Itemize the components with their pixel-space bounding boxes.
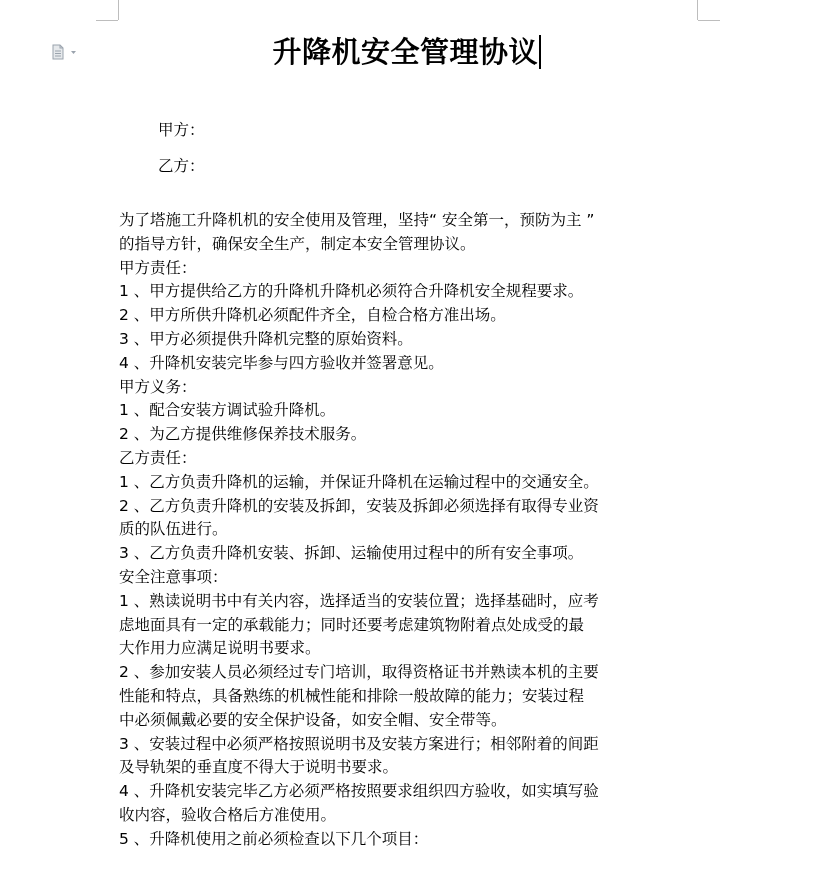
body-line: 2 、参加安装人员必须经过专门培训，取得资格证书并熟读本机的主要 bbox=[119, 663, 599, 682]
text-cursor bbox=[539, 35, 541, 69]
body-line: 3 、甲方必须提供升降机完整的原始资料。 bbox=[119, 329, 413, 348]
body-line: 甲方责任： bbox=[119, 258, 197, 277]
crop-mark-top-left-horizontal bbox=[96, 20, 118, 21]
body-line: 大作用力应满足说明书要求。 bbox=[119, 639, 321, 658]
body-line: 1 、熟读说明书中有关内容，选择适当的安装位置；选择基础时，应考 bbox=[119, 591, 599, 610]
body-line: 收内容，验收合格后方准使用。 bbox=[119, 805, 337, 824]
body-line: 乙方责任： bbox=[119, 448, 197, 467]
body-line: 1 、配合安装方调试验升降机。 bbox=[119, 401, 336, 420]
body-line: 中必须佩戴必要的安全保护设备，如安全帽、安全带等。 bbox=[119, 710, 507, 729]
body-line: 2 、乙方负责升降机的安装及拆卸，安装及拆卸必须选择有取得专业资 bbox=[119, 496, 599, 515]
body-line: 2 、甲方所供升降机必须配件齐全，自检合格方准出场。 bbox=[119, 306, 506, 325]
body-line: 性能和特点，具备熟练的机械性能和排除一般故障的能力；安装过程 bbox=[119, 686, 585, 705]
body-line: 1 、乙方负责升降机的运输，并保证升降机在运输过程中的交通安全。 bbox=[119, 472, 599, 491]
body-line: 5 、升降机使用之前必须检查以下几个项目： bbox=[119, 829, 429, 848]
body-line: 4 、升降机安装完毕乙方必须严格按照要求组织四方验收，如实填写验 bbox=[119, 782, 599, 801]
body-line: 质的队伍进行。 bbox=[119, 520, 228, 539]
body-line: 2 、为乙方提供维修保养技术服务。 bbox=[119, 425, 367, 444]
document-title-text: 升降机安全管理协议 bbox=[272, 35, 538, 69]
body-line: 甲方义务： bbox=[119, 377, 197, 396]
body-line: 的指导方针，确保安全生产，制定本安全管理协议。 bbox=[119, 234, 476, 253]
party-a-label: 甲方： bbox=[158, 121, 205, 139]
crop-mark-top-right-horizontal bbox=[698, 20, 720, 21]
body-line: 安全注意事项： bbox=[119, 567, 228, 586]
body-line: 为了塔施工升降机机的安全使用及管理，坚持“ 安全第一，预防为主 ” bbox=[119, 211, 595, 229]
body-line: 及导轨架的垂直度不得大于说明书要求。 bbox=[119, 758, 399, 777]
party-b-label: 乙方： bbox=[158, 157, 205, 175]
crop-mark-top-left-vertical bbox=[118, 0, 119, 20]
body-line: 1 、甲方提供给乙方的升降机升降机必须符合升降机安全规程要求。 bbox=[119, 282, 584, 301]
body-line: 4 、升降机安装完毕参与四方验收并签署意见。 bbox=[119, 353, 444, 372]
document-body[interactable] bbox=[119, 209, 704, 852]
document-title[interactable] bbox=[0, 30, 815, 74]
crop-mark-top-right-vertical bbox=[697, 0, 698, 20]
body-line: 3 、乙方负责升降机安装、拆卸、运输使用过程中的所有安全事项。 bbox=[119, 544, 584, 563]
body-line: 虑地面具有一定的承载能力；同时还要考虑建筑物附着点处成受的最 bbox=[119, 615, 585, 634]
body-line: 3 、安装过程中必须严格按照说明书及安装方案进行；相邻附着的间距 bbox=[119, 734, 599, 753]
